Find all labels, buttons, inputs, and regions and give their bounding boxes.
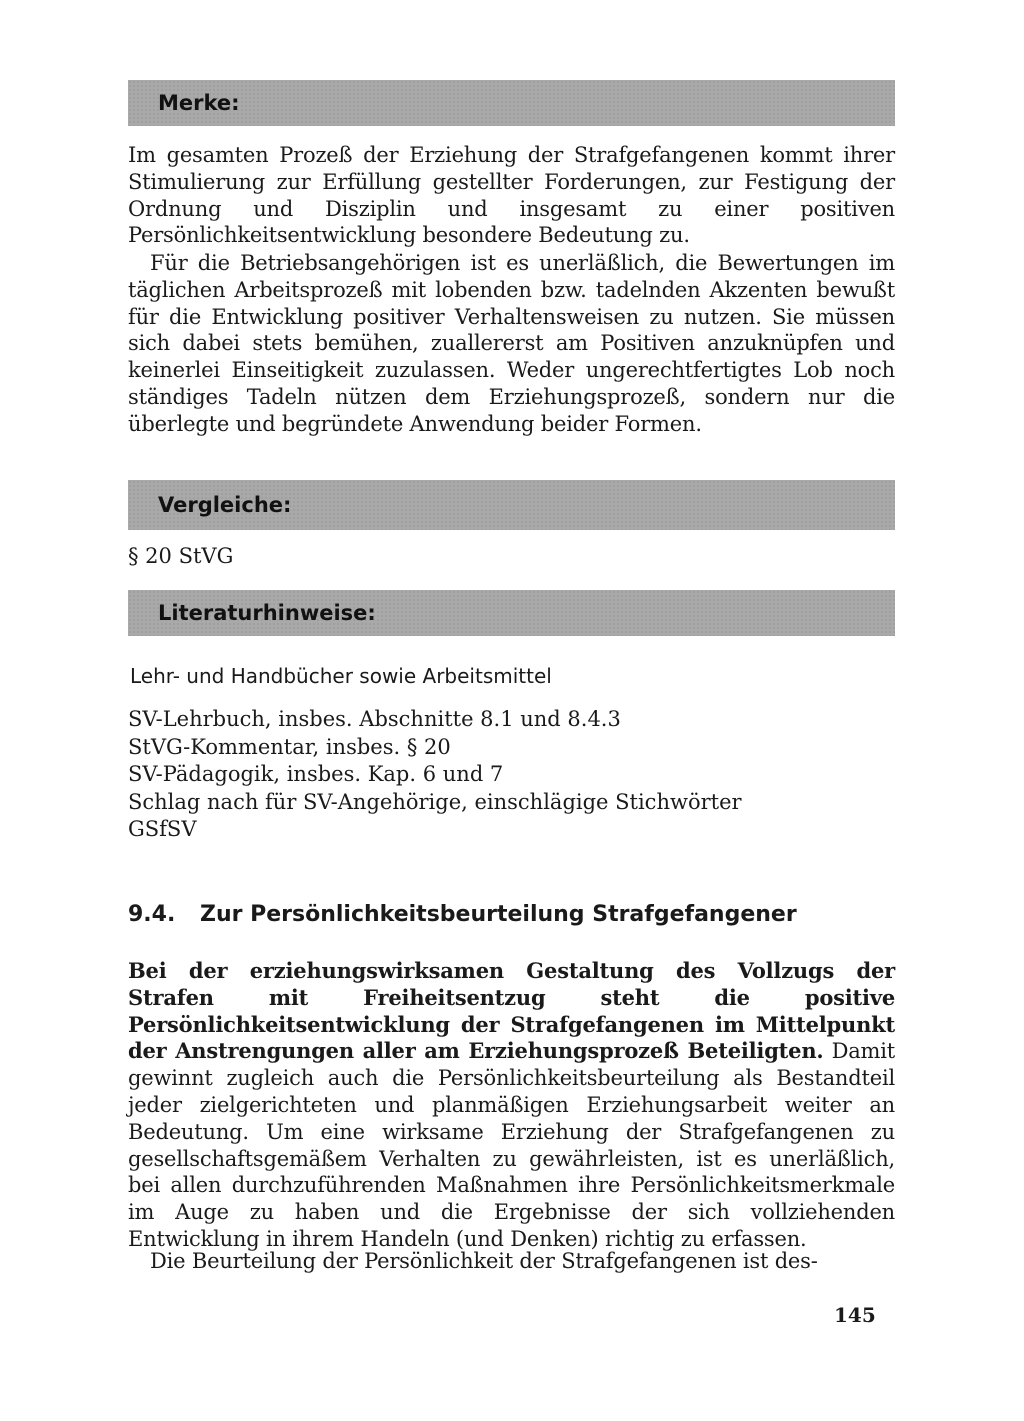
- page-number: 145: [834, 1303, 876, 1327]
- merke-bar: [128, 80, 895, 126]
- merke-text: Im gesamten Prozeß der Erziehung der Strafgefangenen kommt ihrer Stimulierung zur Erfüllung gestellter Forderungen, zur Festigung der Ordnung und Disziplin und insgesamt zu einer positiven Persönlichkeitsentwicklung besondere Bedeutung zu.: [128, 143, 895, 248]
- merke-label: Merke:: [158, 91, 240, 115]
- section-title: Zur Persönlichkeitsbeurteilung Strafgefangener: [200, 902, 797, 927]
- literatur-bar: [128, 590, 895, 636]
- section-intro: [128, 958, 895, 1253]
- vergleiche-label: Vergleiche:: [158, 493, 292, 517]
- section-last-line: Die Beurteilung der Persönlichkeit der Strafgefangenen ist des-: [150, 1249, 818, 1273]
- list-item: SV-Lehrbuch, insbes. Abschnitte 8.1 und 8.4.3: [128, 707, 621, 731]
- list-item: GSfSV: [128, 817, 197, 841]
- literature-list: [128, 706, 742, 844]
- section-number: 9.4.: [128, 902, 176, 927]
- list-item: Schlag nach für SV-Angehörige, einschlägige Stichwörter: [128, 789, 742, 814]
- literatur-label: Literaturhinweise:: [158, 601, 376, 625]
- vergleiche-bar: [128, 480, 895, 530]
- list-item: SV-Pädagogik, insbes. Kap. 6 und 7: [128, 762, 504, 786]
- vergleiche-reference: § 20 StVG: [128, 544, 234, 568]
- list-item: StVG-Kommentar, insbes. § 20: [128, 734, 451, 759]
- section-intro-bold: Bei der erziehungswirksamen Gestaltung des Vollzugs der Strafen mit Freiheitsentzug steht die positive Persönlichkeitsentwicklung der Strafgefangenen im Mittelpunkt der Anstrengungen aller am Erziehungsprozeß Beteiligten.: [128, 958, 895, 1064]
- section-intro-rest: Damit gewinnt zugleich auch die Persönlichkeitsbeurteilung als Bestandteil jeder zielgerichteten und planmäßigen Erziehungsarbeit weiter an Bedeutung. Um eine wirksame Erziehung der Strafgefangenen zu gesellschaftsgemäßem Verhalten zu gewährleisten, ist es unerläßlich, bei allen durchzuführenden Maßnahmen ihre Persönlichkeitsmerkmale im Auge zu haben und die Ergebnisse der sich vollziehenden Entwicklung in ihrem Handeln (und Denken) richtig zu erfassen.: [128, 1039, 896, 1251]
- paragraph-1: Für die Betriebsangehörigen ist es unerläßlich, die Bewertungen im täglichen Arbeitsprozeß mit lobenden bzw. tadelnden Akzenten bewußt für die Entwicklung positiver Verhaltensweisen zu nutzen. Sie müssen sich dabei stets bemühen, zuallererst am Positiven anzuknüpfen und keinerlei Einseitigkeit zuzulassen. Weder ungerechtfertigtes Lob noch ständiges Tadeln nützen dem Erziehungsprozeß, sondern nur die überlegte und begründete Anwendung beider Formen.: [128, 251, 895, 436]
- literatur-subheading: Lehr- und Handbücher sowie Arbeitsmittel: [130, 664, 552, 688]
